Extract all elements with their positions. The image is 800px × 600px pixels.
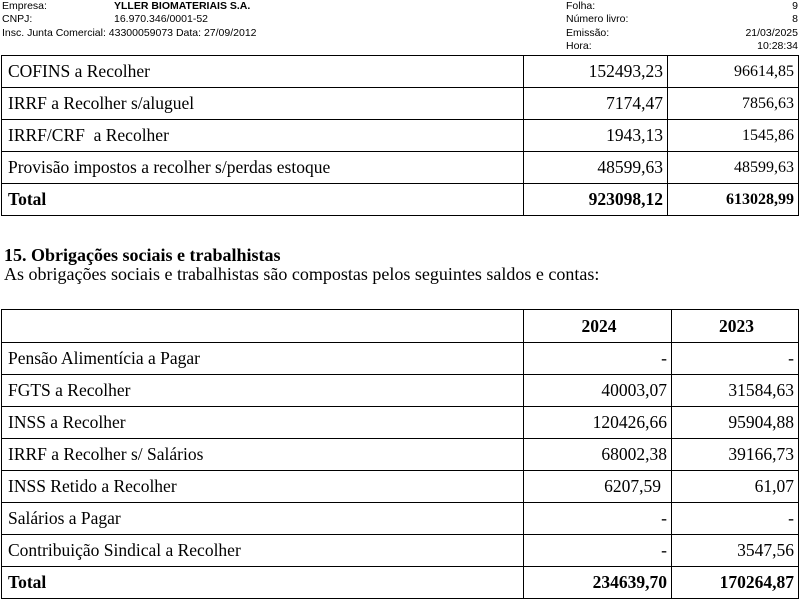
value-2023: 3547,56 (672, 535, 799, 567)
folha-label: Folha: (566, 0, 596, 12)
value-2024: 1943,13 (524, 120, 668, 152)
table-row (2, 56, 799, 88)
hora-value: 10:28:34 (757, 40, 798, 52)
value-2024: 68002,38 (524, 439, 672, 471)
total-2024: 923098,12 (524, 184, 668, 216)
table-row (2, 88, 799, 120)
section-intro: As obrigações sociais e trabalhistas são compostas pelos seguintes saldos e contas: (4, 264, 600, 284)
value-2024: 152493,23 (524, 56, 668, 88)
value-2023: 1545,86 (668, 120, 799, 152)
value-2023: 96614,85 (668, 56, 799, 88)
value-2024: - (524, 343, 672, 375)
value-2024: - (524, 535, 672, 567)
social-labor-obligations-table (1, 309, 799, 599)
livro-label: Número livro: (566, 13, 629, 25)
row-label: INSS a Recolher (2, 407, 524, 439)
emissao-value: 21/03/2025 (745, 27, 798, 39)
row-label: Pensão Alimentícia a Pagar (2, 343, 524, 375)
header-2024: 2024 (524, 310, 672, 343)
value-2024: - (524, 503, 672, 535)
total-row (2, 184, 799, 216)
tax-obligations-table (1, 55, 799, 216)
value-2024: 6207,59 (524, 471, 672, 503)
table-header-row (2, 310, 799, 343)
table-row (2, 535, 799, 567)
cnpj-label: CNPJ: (2, 13, 33, 25)
row-label: FGTS a Recolher (2, 375, 524, 407)
table-row (2, 503, 799, 535)
value-2023: - (672, 343, 799, 375)
table-row (2, 407, 799, 439)
value-2023: - (672, 503, 799, 535)
total-2023: 170264,87 (672, 567, 799, 599)
header-2023: 2023 (672, 310, 799, 343)
total-row (2, 567, 799, 599)
total-label: Total (2, 184, 524, 216)
row-label: INSS Retido a Recolher (2, 471, 524, 503)
section-title: 15. Obrigações sociais e trabalhistas (4, 245, 281, 265)
value-2024: 7174,47 (524, 88, 668, 120)
table-row (2, 471, 799, 503)
value-2023: 48599,63 (668, 152, 799, 184)
livro-value: 8 (792, 13, 798, 25)
value-2023: 95904,88 (672, 407, 799, 439)
row-label: Provisão impostos a recolher s/perdas estoque (2, 152, 524, 184)
table-row (2, 375, 799, 407)
value-2023: 31584,63 (672, 375, 799, 407)
folha-value: 9 (792, 0, 798, 12)
row-label: IRRF/CRF a Recolher (2, 120, 524, 152)
row-label: IRRF a Recolher s/aluguel (2, 88, 524, 120)
table-row (2, 343, 799, 375)
document-header (0, 0, 800, 52)
row-label: Salários a Pagar (2, 503, 524, 535)
total-label: Total (2, 567, 524, 599)
row-label: Contribuição Sindical a Recolher (2, 535, 524, 567)
company-label: Empresa: (2, 0, 47, 12)
total-2023: 613028,99 (668, 184, 799, 216)
table-row (2, 439, 799, 471)
value-2024: 40003,07 (524, 375, 672, 407)
value-2024: 48599,63 (524, 152, 668, 184)
company-name: YLLER BIOMATERIAIS S.A. (114, 0, 251, 12)
junta-comercial-info: Insc. Junta Comercial: 43300059073 Data: 27/09/2012 (2, 27, 257, 39)
hora-label: Hora: (566, 40, 592, 52)
value-2023: 39166,73 (672, 439, 799, 471)
value-2023: 7856,63 (668, 88, 799, 120)
header-blank (2, 310, 524, 343)
value-2023: 61,07 (672, 471, 799, 503)
table-row (2, 152, 799, 184)
total-2024: 234639,70 (524, 567, 672, 599)
table-row (2, 120, 799, 152)
row-label: COFINS a Recolher (2, 56, 524, 88)
row-label: IRRF a Recolher s/ Salários (2, 439, 524, 471)
emissao-label: Emissão: (566, 27, 610, 39)
value-2024: 120426,66 (524, 407, 672, 439)
cnpj-value: 16.970.346/0001-52 (114, 13, 209, 25)
